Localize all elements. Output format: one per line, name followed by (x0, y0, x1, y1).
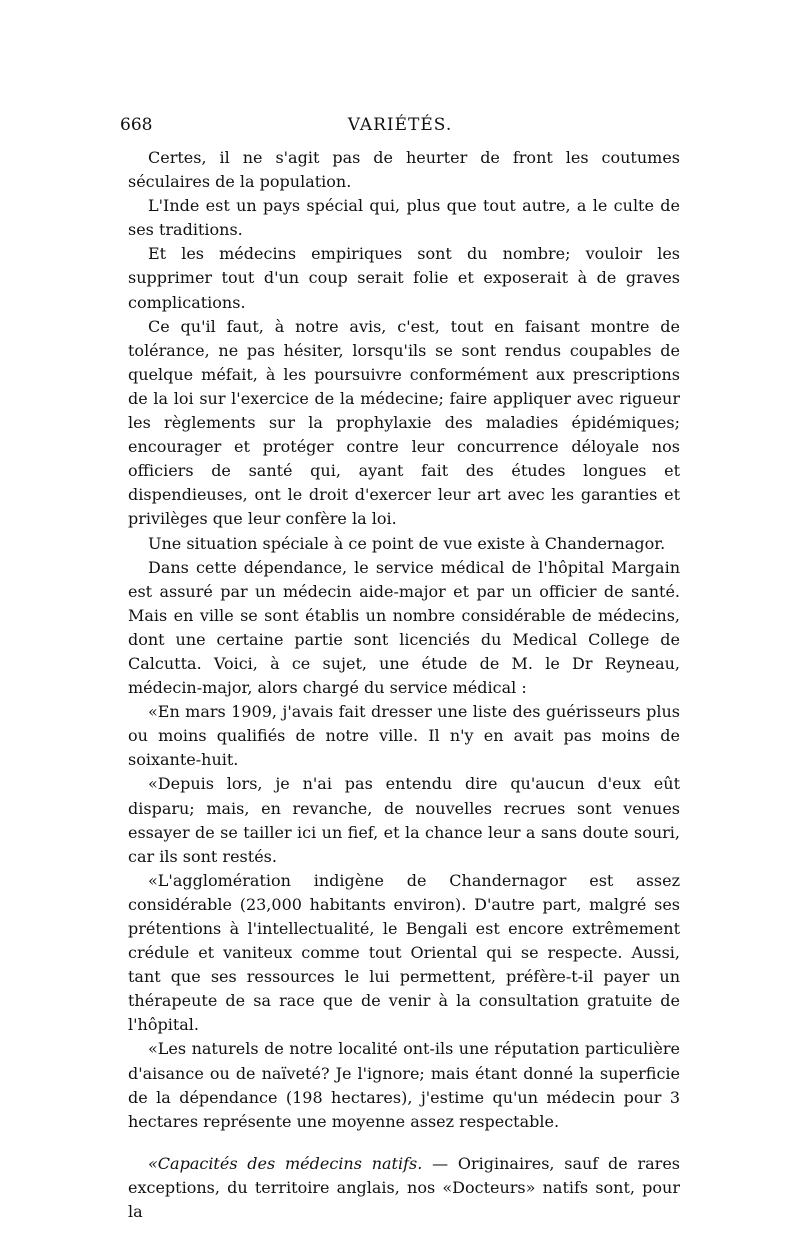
final-paragraph (128, 1152, 680, 1224)
section-lead: «Capacités des médecins natifs. (148, 1153, 423, 1173)
quote-paragraph-3: «L'agglomération indigène de Chandernagor est assez considérable (23,000 habitants environ). D'autre part, malgré ses prétentions à l'intellectualité, le Bengali est encore extrêmement crédule et vaniteux comme tout Oriental qui se respecte. Aussi, tant que ses ressources le lui permettent, préfère-t-il payer un thérapeute de sa race que de venir à la consultation gratuite de l'hôpital. (128, 870, 680, 1035)
quote-paragraph-2: «Depuis lors, je n'ai pas entendu dire qu'aucun d'eux eût disparu; mais, en revanche, de nouvelles recrues sont venues essayer de se tailler ici un fief, et la chance leur a sans doute souri, car ils sont restés. (128, 774, 680, 866)
paragraph-6: Dans cette dépendance, le service médical de l'hôpital Margain est assuré par un médecin aide-major et par un officier de santé. Mais en ville se sont établis un nombre considérable de médecins, dont une certaine partie sont licenciés du Medical College de Calcutta. Voici, à ce sujet, une étude de M. le Dr Reyneau, médecin-major, alors chargé du service médical : (128, 557, 680, 698)
final-paragraph-text: — Originaires, sauf de rares exceptions, du territoire anglais, nos «Docteurs» natifs sont, pour la (128, 1153, 680, 1222)
paragraph-2: L'Inde est un pays spécial qui, plus que tout autre, a le culte de ses traditions. (128, 196, 680, 240)
body-text (128, 146, 680, 1224)
paragraph-4: Ce qu'il faut, à notre avis, c'est, tout en faisant montre de tolérance, ne pas hésiter, lorsqu'ils se sont rendus coupables de quelque méfait, à les poursuivre conformément aux prescriptions de la loi sur l'exercice de la médecine; faire appliquer avec rigueur les règlements sur la prophylaxie des maladies épidémiques; encourager et protéger contre leur concurrence déloyale nos officiers de santé qui, ayant fait des études longues et dispendieuses, ont le droit d'exercer leur art avec les garanties et privilèges que leur confère la loi. (128, 316, 680, 529)
paragraph-1: Certes, il ne s'agit pas de heurter de front les coutumes séculaires de la population. (128, 148, 680, 192)
page-header (120, 110, 680, 140)
page-number: 668 (120, 115, 153, 135)
running-head: VARIÉTÉS. (347, 115, 453, 135)
quote-paragraph-4: «Les naturels de notre localité ont-ils une réputation particulière d'aisance ou de naïveté? Je l'ignore; mais étant donné la superficie de la dépendance (198 hectares), j'estime qu'un médecin pour 3 hectares représente une moyenne assez respectable. (128, 1039, 680, 1131)
paragraph-3: Et les médecins empiriques sont du nombre; vouloir les supprimer tout d'un coup serait folie et exposerait à de graves complications. (128, 244, 680, 312)
quote-paragraph-1: «En mars 1909, j'avais fait dresser une liste des guérisseurs plus ou moins qualifiés de notre ville. Il n'y en avait pas moins de soixante-huit. (128, 702, 680, 770)
paragraph-5: Une situation spéciale à ce point de vue existe à Chandernagor. (148, 533, 666, 553)
